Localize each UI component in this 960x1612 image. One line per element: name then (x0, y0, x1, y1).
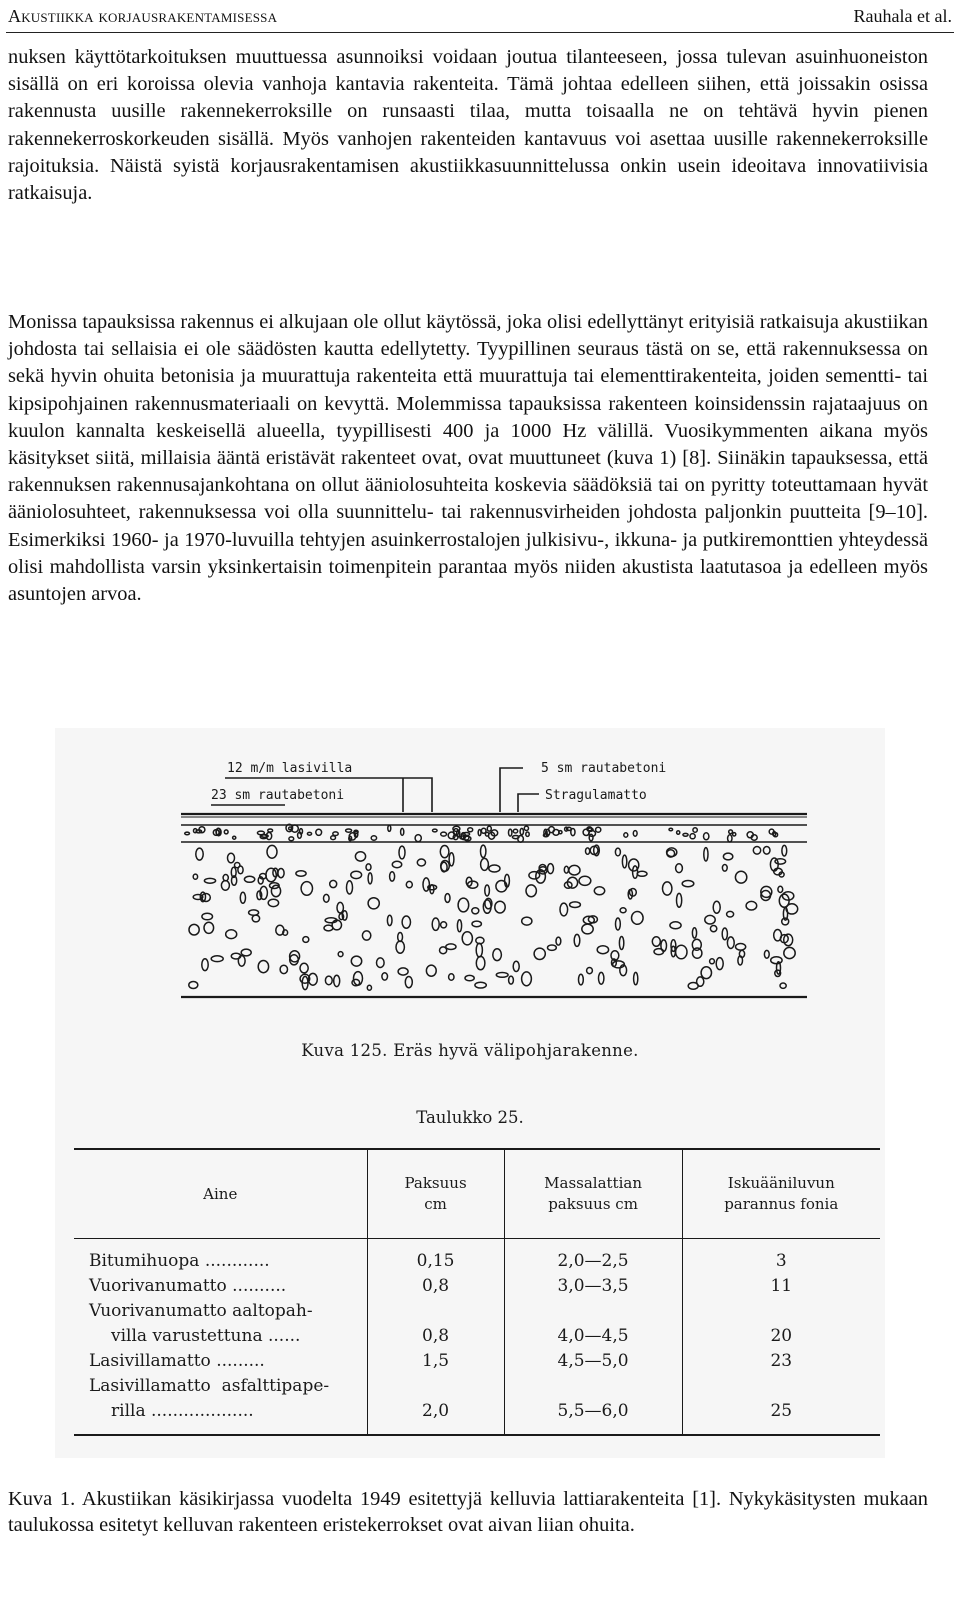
figure-floor-structure (55, 728, 885, 1458)
aggregate-pebble (701, 967, 711, 979)
aggregate-pebble (211, 956, 223, 962)
aggregate-pebble (475, 982, 486, 988)
cell-paksuus: 2,0 (367, 1374, 504, 1435)
cell-aine: Lasivillamatto asfalttipape- rilla ................... (89, 1376, 330, 1421)
concrete-aggregate (185, 824, 798, 990)
aggregate-pebble (496, 973, 508, 978)
label-thick-concrete: 23 sm rautabetoni (211, 788, 345, 803)
aggregate-pebble (458, 898, 469, 912)
aggregate-pebble (377, 958, 385, 968)
aggregate-pebble (204, 878, 215, 883)
header-massalattia: Massalattian paksuus cm (504, 1149, 682, 1239)
aggregate-pebble (778, 886, 783, 892)
aggregate-pebble (560, 903, 568, 916)
aggregate-pebble (406, 881, 412, 887)
aggregate-pebble (300, 963, 308, 973)
aggregate-pebble (368, 873, 372, 884)
aggregate-pebble (599, 972, 604, 984)
aggregate-pebble (330, 880, 337, 887)
table-row (74, 1374, 880, 1435)
aggregate-pebble (362, 931, 370, 940)
aggregate-pebble (616, 918, 621, 930)
aggregate-pebble (782, 845, 787, 856)
aggregate-pebble (202, 913, 213, 920)
aggregate-pebble (596, 827, 601, 832)
aggregate-pebble (522, 917, 532, 925)
insulation-table (74, 1148, 880, 1436)
aggregate-pebble (280, 965, 287, 973)
aggregate-pebble (569, 865, 580, 875)
aggregate-pebble (733, 833, 736, 836)
aggregate-pebble (405, 977, 412, 988)
aggregate-pebble (185, 832, 190, 835)
table-row (74, 1239, 880, 1275)
cell-massa: 3,0—3,5 (504, 1274, 682, 1299)
aggregate-pebble (224, 830, 228, 834)
aggregate-pebble (663, 882, 672, 895)
body-paragraph-1: nuksen käyttötarkoituksen muuttuessa asunnoiksi voidaan joutua tilanteeseen, jossa tulevan asuinhuoneiston sisällä on eri koroissa olevia vanhoja kantavia rakenteita. Tämä johtaa edelleen siihen, että joissakin osissa rakennusta uusille rakennekerroksille on runsaasti tilaa, mutta toisaalla ne on tehtävä hyvin pienen rakennekerroskorkeuden sisällä. Myös vanhojen rakenteiden kantavuus voi asettaa uusille rakennekerroksille rajoituksia. Näistä syistä korjausrakentamisen akustiikkasuunnittelussa onkin usein ideoitava innovatiivisia ratkaisuja. (8, 46, 928, 205)
aggregate-pebble (333, 832, 338, 836)
aggregate-pebble (693, 828, 697, 833)
aggregate-pebble (324, 894, 330, 902)
aggregate-pebble (398, 968, 408, 975)
aggregate-pebble (481, 858, 489, 870)
aggregate-pebble (629, 859, 639, 871)
scan-figure-caption: Kuva 125. Eräs hyvä välipohjarakenne. (301, 1041, 639, 1060)
body-paragraph-2: Monissa tapauksissa rakennus ei alkujaan ole ollut käytössä, joka olisi edellyttänyt erityisiä ratkaisuja akustiikan johdosta tai sellaisia ei ole säädösten kautta edellytetty. Tyypillinen seuraus tästä on se, että rakennuksessa on sekä hyvin ohuita betonisia ja muurattuja rakenteita että muurattuja tai elementtirakenteita, joiden sementti- tai kipsipohjainen rakennusmateriaali on kevyttä. Molemmissa tapauksissa rakenteen koinsidenssin rajataajuus on kuulon kannalta keskeisellä alueella, tyypillisesti 400 ja 1000 Hz välillä. Vuosikymmenten aikana myös käsitykset siitä, millaisia ääntä eristävät rakenteet ovat, ovat muuttuneet (kuva 1) [8]. Siinäkin tapauksessa, että rakennuksen rakennusajankohtana on ollut ääniolosuhteita koskevia säädöksiä tai on pyritty toteuttamaan hyvät ääniolosuhteet, rakennuksessa voi olla suunnittelu- tai rakennusvirheiden johdosta paljonkin puutteita [9–10]. Esimerkiksi 1960- ja 1970-luvuilla tehtyjen asuinkerrostalojen julkisivu-, ikkuna- ja putkiremonttien yhteydessä olisi mahdollista varsin yksinkertaisin toimenpitein parantaa myös niiden akustista laatutasoa ja edelleen myös asuntojen arvoa. (8, 311, 928, 606)
header-paksuus: Paksuus cm (367, 1149, 504, 1239)
aggregate-pebble (371, 836, 376, 840)
aggregate-pebble (346, 829, 352, 832)
aggregate-pebble (441, 922, 447, 928)
aggregate-pebble (704, 848, 708, 861)
cell-massa: 4,5—5,0 (504, 1349, 682, 1374)
aggregate-pebble (524, 826, 528, 830)
aggregate-pebble (472, 921, 481, 927)
aggregate-pebble (233, 836, 236, 839)
cell-paksuus: 0,8 (367, 1299, 504, 1349)
cell-parannus: 20 (682, 1299, 880, 1349)
aggregate-pebble (704, 833, 709, 840)
aggregate-pebble (784, 947, 795, 958)
aggregate-pebble (481, 845, 486, 857)
scan-table-title: Taulukko 25. (416, 1108, 524, 1127)
aggregate-pebble (780, 983, 786, 988)
aggregate-pebble (278, 869, 284, 878)
aggregate-pebble (325, 976, 332, 985)
aggregate-pebble (481, 828, 486, 833)
aggregate-pebble (402, 916, 410, 928)
aggregate-pebble (716, 958, 723, 970)
aggregate-pebble (398, 933, 403, 942)
aggregate-pebble (526, 832, 529, 836)
aggregate-pebble (727, 911, 734, 917)
aggregate-pebble (472, 908, 479, 914)
cell-paksuus: 0,8 (367, 1274, 504, 1299)
cell-parannus: 23 (682, 1349, 880, 1374)
aggregate-pebble (426, 965, 436, 976)
aggregate-pebble (513, 961, 519, 971)
aggregate-pebble (676, 945, 687, 959)
aggregate-pebble (240, 892, 245, 903)
aggregate-pebble (249, 910, 259, 915)
aggregate-pebble (445, 894, 450, 903)
aggregate-pebble (440, 947, 447, 954)
aggregate-pebble (266, 868, 276, 881)
aggregate-pebble (221, 881, 229, 891)
aggregate-pebble (526, 885, 536, 897)
aggregate-pebble (624, 833, 628, 837)
aggregate-pebble (782, 918, 789, 925)
aggregate-pebble (736, 944, 746, 951)
table-row (74, 1274, 880, 1299)
aggregate-pebble (728, 835, 732, 842)
cell-parannus: 11 (682, 1274, 880, 1299)
cell-parannus: 25 (682, 1374, 880, 1435)
aggregate-pebble (522, 972, 532, 986)
aggregate-pebble (440, 846, 449, 858)
aggregate-pebble (493, 949, 502, 961)
aggregate-pebble (690, 834, 695, 839)
cell-massa: 5,5—6,0 (504, 1374, 682, 1435)
aggregate-pebble (570, 902, 581, 908)
aggregate-pebble (462, 932, 472, 945)
cell-parannus: 3 (682, 1239, 880, 1275)
cell-aine: Vuorivanumatto aaltopah- villa varustettuna ...... (89, 1301, 313, 1346)
cell-aine: Lasivillamatto ......... (89, 1351, 265, 1371)
floor-section-drawing (55, 728, 885, 1058)
aggregate-pebble (582, 924, 593, 934)
aggregate-pebble (244, 876, 254, 882)
aggregate-pebble (534, 948, 545, 959)
aggregate-pebble (564, 866, 568, 873)
aggregate-pebble (723, 853, 732, 860)
aggregate-pebble (692, 928, 696, 938)
aggregate-pebble (619, 937, 623, 950)
aggregate-pebble (415, 835, 421, 842)
aggregate-pebble (548, 864, 554, 874)
aggregate-pebble (390, 872, 395, 881)
aggregate-pebble (567, 877, 577, 888)
table-row (74, 1349, 880, 1374)
aggregate-pebble (620, 908, 626, 913)
aggregate-pebble (189, 982, 198, 989)
aggregate-pebble (392, 861, 401, 867)
aggregate-pebble (559, 831, 562, 834)
aggregate-pebble (713, 901, 720, 913)
aggregate-pebble (228, 853, 235, 863)
aggregate-pebble (382, 973, 388, 980)
aggregate-pebble (367, 985, 371, 990)
aggregate-pebble (586, 848, 590, 854)
aggregate-pebble (670, 922, 681, 929)
aggregate-pebble (283, 930, 288, 935)
aggregate-pebble (495, 901, 505, 913)
aggregate-pebble (258, 961, 268, 973)
aggregate-pebble (529, 872, 540, 879)
cell-paksuus: 1,5 (367, 1349, 504, 1374)
header-title: Akustiikka korjausrakentamisessa (8, 5, 278, 26)
aggregate-pebble (487, 826, 491, 831)
cell-paksuus: 0,15 (367, 1239, 504, 1275)
aggregate-pebble (579, 876, 591, 885)
aggregate-pebble (388, 825, 391, 831)
aggregate-pebble (316, 829, 322, 835)
aggregate-pebble (637, 871, 647, 876)
running-header (8, 2, 952, 30)
aggregate-pebble (268, 899, 278, 906)
aggregate-pebble (622, 855, 626, 868)
aggregate-pebble (226, 930, 237, 939)
aggregate-pebble (355, 852, 365, 861)
aggregate-pebble (763, 847, 770, 855)
aggregate-pebble (433, 829, 438, 832)
aggregate-pebble (432, 918, 439, 930)
aggregate-pebble (722, 928, 727, 940)
aggregate-pebble (485, 885, 490, 896)
aggregate-pebble (764, 950, 769, 958)
aggregate-pebble (307, 832, 311, 835)
aggregate-pebble (396, 941, 404, 953)
aggregate-pebble (296, 871, 306, 876)
aggregate-pebble (571, 829, 575, 836)
aggregate-pebble (594, 887, 604, 895)
aggregate-pebble (476, 943, 482, 957)
label-glass-wool: 12 m/m lasivilla (227, 761, 353, 776)
aggregate-pebble (509, 829, 512, 836)
header-authors: Rauhala et al. (853, 5, 952, 26)
header-rule (6, 32, 954, 33)
aggregate-pebble (417, 859, 425, 866)
aggregate-pebble (235, 863, 240, 868)
aggregate-pebble (202, 959, 208, 971)
figure-caption: Kuva 1. Akustiikan käsikirjassa vuodelta 1949 esitettyjä kelluvia lattiarakenteita [1]. Nykykäsitysten mukaan taulukossa esitetyt kelluvan rakenteen eristekerrokset ovat aivan liian ohuita. (8, 1488, 928, 1536)
table-header-row (74, 1149, 880, 1239)
aggregate-pebble (368, 898, 379, 909)
label-thin-concrete: 5 sm rautabetoni (541, 761, 667, 776)
aggregate-pebble (303, 937, 309, 943)
cell-massa: 2,0—2,5 (504, 1239, 682, 1275)
aggregate-pebble (338, 952, 343, 957)
aggregate-pebble (401, 828, 404, 835)
aggregate-pebble (351, 871, 362, 878)
table-row (74, 1299, 880, 1349)
aggregate-pebble (339, 914, 344, 920)
header-parannus: Iskuääniluvun parannus fonia (682, 1149, 880, 1239)
aggregate-pebble (449, 853, 454, 866)
aggregate-pebble (204, 922, 214, 933)
aggregate-pebble (579, 974, 584, 985)
aggregate-pebble (196, 848, 203, 860)
aggregate-pebble (710, 959, 715, 964)
aggregate-pebble (387, 915, 392, 925)
aggregate-pebble (677, 831, 680, 835)
aggregate-pebble (753, 847, 760, 855)
aggregate-pebble (652, 937, 660, 947)
cell-aine: Vuorivanumatto .......... (89, 1276, 287, 1296)
aggregate-pebble (633, 866, 638, 878)
aggregate-pebble (267, 845, 277, 858)
aggregate-pebble (633, 831, 637, 837)
aggregate-pebble (354, 972, 363, 986)
aggregate-pebble (489, 865, 500, 872)
aggregate-pebble (289, 837, 294, 841)
aggregate-pebble (399, 846, 405, 859)
aggregate-pebble (194, 829, 197, 833)
aggregate-pebble (556, 937, 561, 945)
aggregate-pebble (727, 937, 734, 949)
aggregate-pebble (238, 956, 245, 967)
aggregate-pebble (337, 902, 343, 913)
aggregate-pebble (513, 829, 517, 833)
aggregate-pebble (746, 901, 757, 910)
aggregate-pebble (441, 832, 447, 836)
aggregate-pebble (705, 915, 715, 924)
cell-aine: Bitumihuopa ............ (89, 1251, 270, 1271)
aggregate-pebble (615, 848, 620, 856)
aggregate-pebble (669, 828, 673, 831)
aggregate-pebble (193, 874, 197, 879)
aggregate-pebble (449, 974, 454, 981)
aggregate-pebble (683, 833, 688, 836)
aggregate-pebble (351, 956, 361, 966)
aggregate-pebble (632, 912, 644, 925)
header-aine: Aine (74, 1149, 367, 1239)
aggregate-pebble (241, 949, 251, 956)
aggregate-pebble (460, 836, 465, 839)
aggregate-pebble (301, 882, 312, 896)
aggregate-pebble (520, 828, 523, 834)
aggregate-pebble (682, 881, 694, 887)
aggregate-pebble (189, 924, 199, 935)
aggregate-pebble (463, 833, 470, 836)
aggregate-pebble (331, 836, 336, 840)
aggregate-pebble (634, 972, 638, 984)
aggregate-pebble (457, 920, 461, 932)
aggregate-pebble (465, 975, 474, 980)
aggregate-pebble (574, 934, 580, 946)
aggregate-pebble (587, 968, 593, 974)
aggregate-pebble (548, 945, 557, 950)
aggregate-pebble (478, 830, 481, 836)
aggregate-pebble (468, 828, 473, 832)
label-stragula: Stragulamatto (545, 788, 647, 803)
aggregate-pebble (509, 976, 514, 984)
aggregate-pebble (676, 864, 683, 873)
aggregate-pebble (697, 977, 704, 986)
aggregate-pebble (289, 827, 292, 830)
aggregate-pebble (476, 956, 485, 969)
aggregate-pebble (268, 829, 273, 832)
cell-massa: 4,0—4,5 (504, 1299, 682, 1349)
aggregate-pebble (366, 864, 371, 870)
aggregate-pebble (710, 926, 716, 932)
aggregate-pebble (677, 893, 682, 907)
aggregate-pebble (446, 944, 456, 950)
aggregate-pebble (722, 865, 727, 872)
aggregate-pebble (252, 915, 259, 922)
aggregate-pebble (347, 881, 353, 894)
aggregate-pebble (735, 871, 746, 883)
aggregate-pebble (729, 830, 733, 834)
aggregate-pebble (334, 975, 340, 986)
aggregate-pebble (597, 946, 608, 954)
